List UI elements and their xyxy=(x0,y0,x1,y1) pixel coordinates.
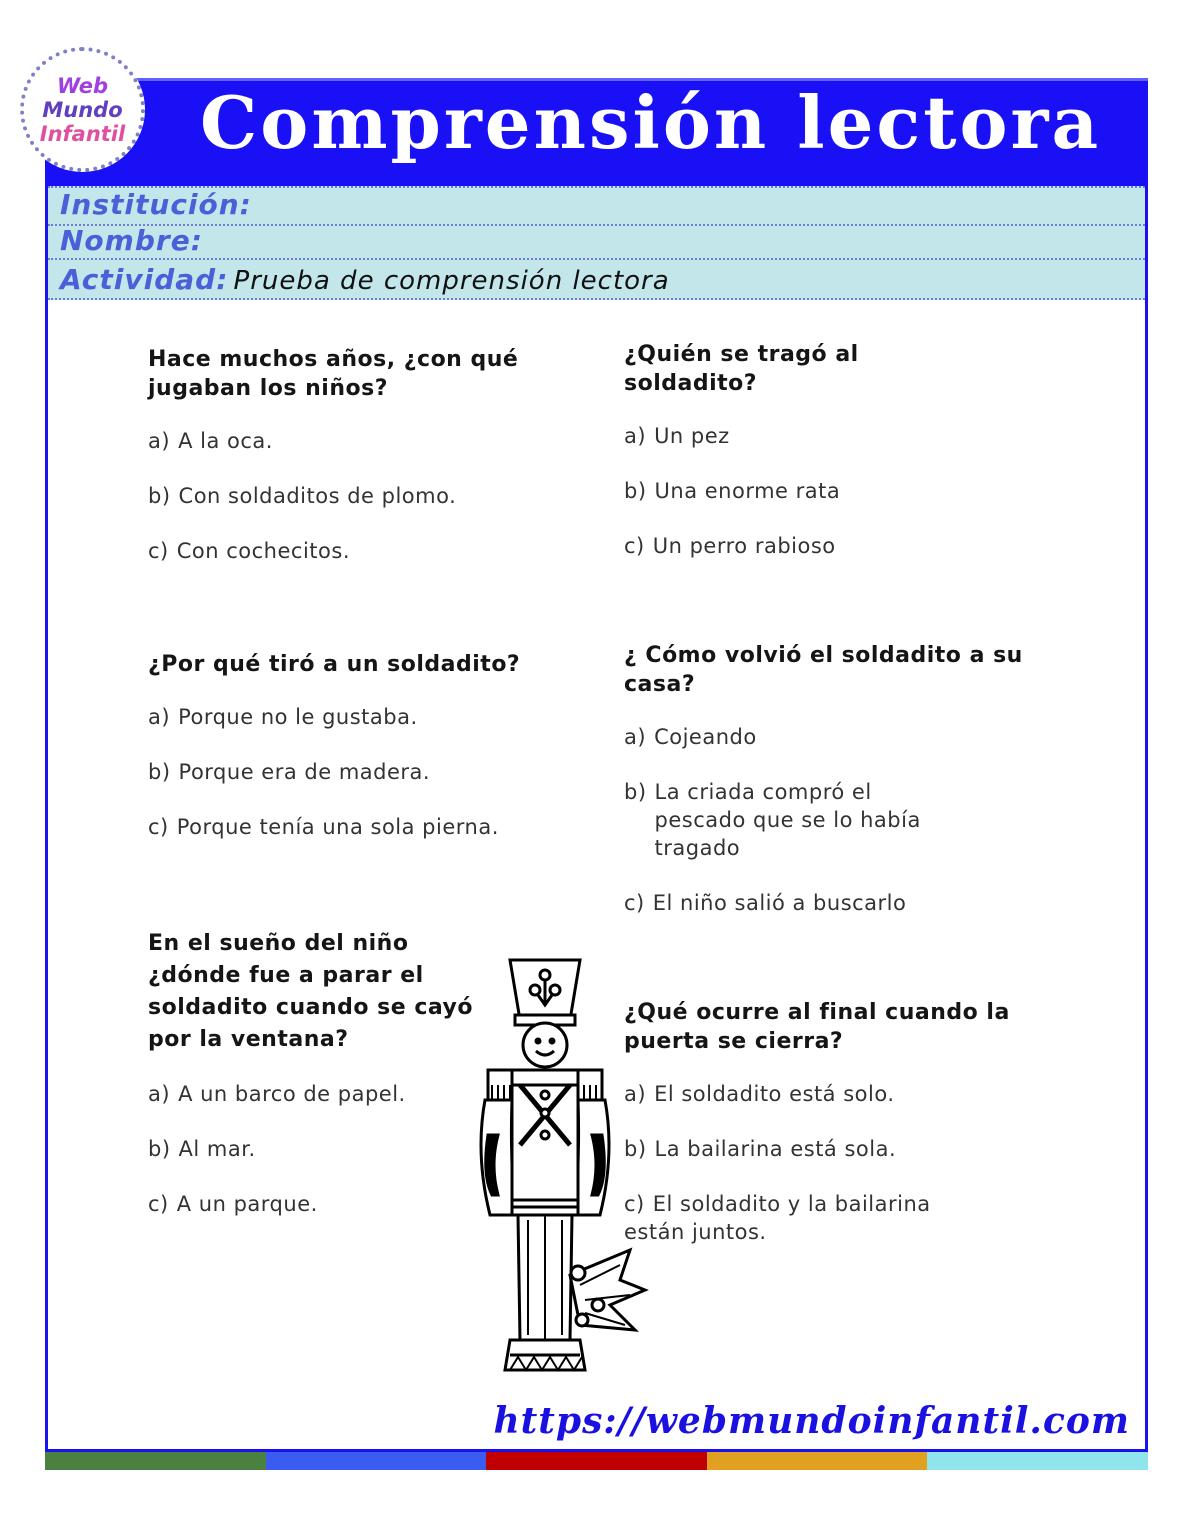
question-text: ¿Qué ocurre al final cuando la puerta se cierra? xyxy=(624,1000,1010,1054)
question-text: ¿Quién se tragó al soldadito? xyxy=(624,342,859,396)
name-row[interactable] xyxy=(48,224,1145,258)
option-b[interactable]: b) La criada compró el pescado que se lo había tragado xyxy=(624,780,921,860)
name-label: Nombre: xyxy=(60,224,203,257)
option-a[interactable]: a) A la oca. xyxy=(148,429,273,453)
page-title: Comprensión lectora xyxy=(200,80,1102,165)
stripe-blue xyxy=(266,1452,487,1470)
option-a[interactable]: a) Un pez xyxy=(624,424,730,448)
logo-line-infantil: Infantil xyxy=(39,121,126,146)
stripe-orange xyxy=(707,1452,928,1470)
question-2 xyxy=(624,340,924,587)
question-6 xyxy=(624,998,1024,1273)
question-3 xyxy=(148,650,568,868)
option-b[interactable]: b) La bailarina está sola. xyxy=(624,1137,897,1161)
question-text: ¿Por qué tiró a un soldadito? xyxy=(148,652,521,677)
toy-soldier-illustration xyxy=(470,945,670,1385)
option-a[interactable]: a) Cojeando xyxy=(624,725,757,749)
logo-line-mundo: Mundo xyxy=(42,97,123,122)
option-b[interactable]: b) Una enorme rata xyxy=(624,479,841,503)
option-c[interactable]: c) Con cochecitos. xyxy=(148,539,350,563)
logo-line-web: Web xyxy=(56,73,109,98)
option-b[interactable]: b) Al mar. xyxy=(148,1137,256,1161)
option-a[interactable]: a) Porque no le gustaba. xyxy=(148,705,418,729)
stripe-green xyxy=(45,1452,266,1470)
option-c[interactable]: c) El niño salió a buscarlo xyxy=(624,891,907,915)
activity-row xyxy=(48,258,1145,300)
question-4 xyxy=(624,641,1024,944)
site-logo xyxy=(20,47,145,172)
institution-row[interactable] xyxy=(48,186,1145,224)
option-c[interactable]: c) Un perro rabioso xyxy=(624,534,836,558)
color-stripe-bar xyxy=(45,1452,1148,1470)
question-text: ¿ Cómo volvió el soldadito a su casa? xyxy=(624,643,1023,697)
activity-value: Prueba de comprensión lectora xyxy=(233,266,670,296)
website-url[interactable]: https://webmundoinfantil.com xyxy=(493,1400,1130,1442)
question-5 xyxy=(148,928,508,1245)
option-a[interactable]: a) El soldadito está solo. xyxy=(624,1082,895,1106)
student-info-block xyxy=(48,186,1145,300)
question-1 xyxy=(148,345,568,592)
question-text: Hace muchos años, ¿con qué jugaban los niños? xyxy=(148,347,519,401)
option-c[interactable]: c) El soldadito y la bailarina están juntos. xyxy=(624,1192,931,1244)
option-c[interactable]: c) Porque tenía una sola pierna. xyxy=(148,815,499,839)
stripe-red xyxy=(486,1452,707,1470)
option-b[interactable]: b) Porque era de madera. xyxy=(148,760,431,784)
institution-label: Institución: xyxy=(60,188,252,221)
option-b[interactable]: b) Con soldaditos de plomo. xyxy=(148,484,457,508)
activity-label: Actividad: xyxy=(60,263,229,296)
option-c[interactable]: c) A un parque. xyxy=(148,1192,318,1216)
option-a[interactable]: a) A un barco de papel. xyxy=(148,1082,406,1106)
question-text: En el sueño del niño ¿dónde fue a parar el soldadito cuando se cayó por la ventana? xyxy=(148,931,473,1052)
stripe-cyan xyxy=(927,1452,1148,1470)
